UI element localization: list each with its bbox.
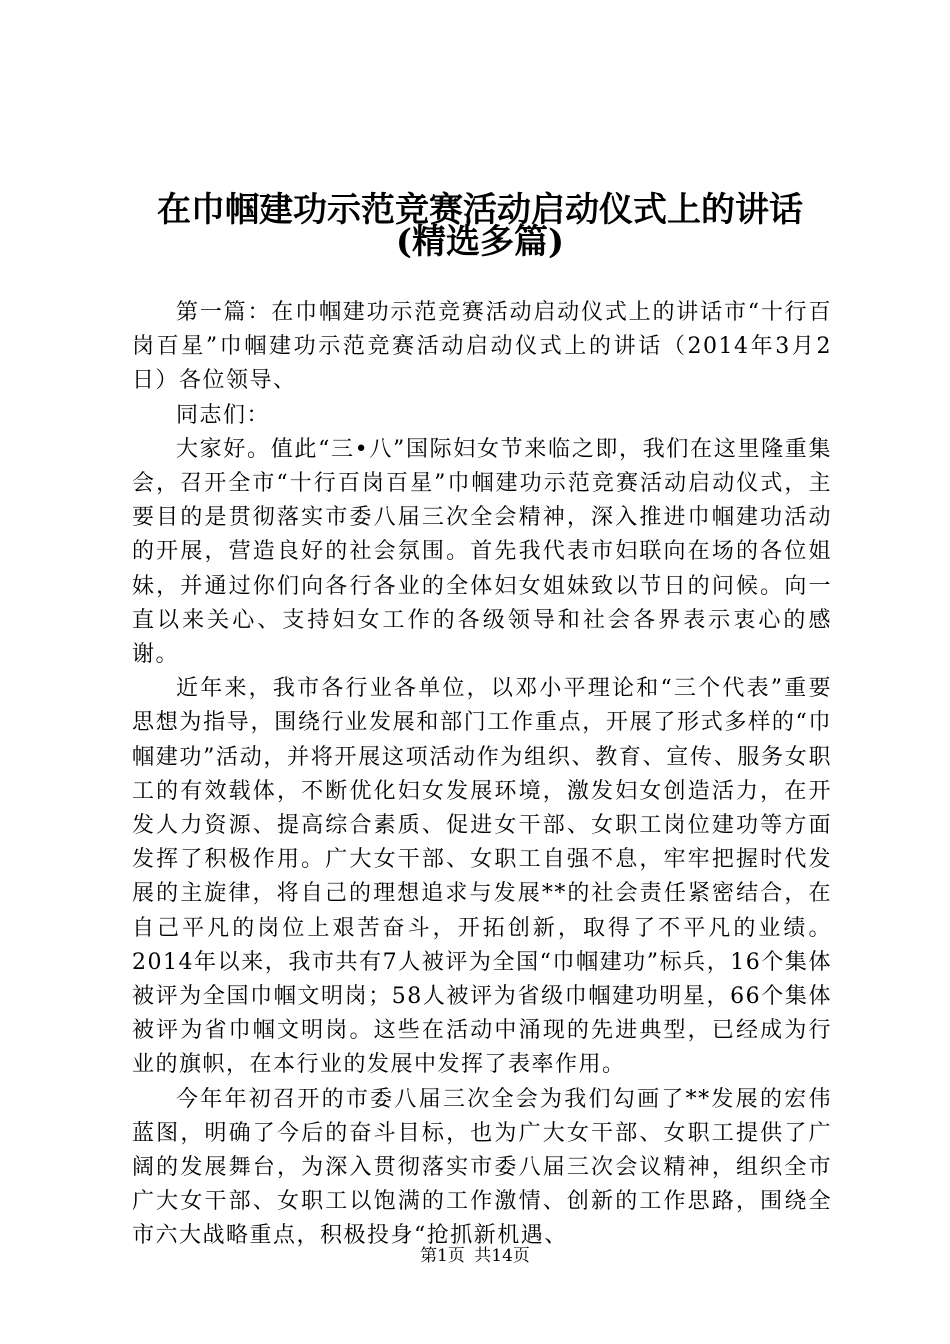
paragraph-salutation: 同志们： xyxy=(176,402,271,428)
document-title: 在巾帼建功示范竞赛活动启动仪式上的讲话 xyxy=(157,190,803,230)
page-number: 第1页 xyxy=(420,1246,465,1266)
page-total: 共14页 xyxy=(474,1246,530,1266)
document-subtitle: (精选多篇) xyxy=(395,222,565,262)
page-footer xyxy=(0,1244,950,1268)
paragraph-achievements: 近年来，我市各行业各单位，以邓小平理论和“三个代表”重要思想为指导，围绕行业发展和部门工作重点，开展了形式多样的“巾帼建功”活动，并将开展这项活动作为组织、教育、宣传、服务女职工的有效载体，不断优化妇女发展环境，激发妇女创造活力，在开发人力资源、提高综合素质、促进女干部、女职工岗位建功等方面发挥了积极作用。广大女干部、女职工自强不息，牢牢把握时代发展的主旋律，将自己的理想追求与发展**的社会责任紧密结合，在自己平凡的岗位上艰苦奋斗，开拓创新，取得了不平凡的业绩。2014年以来，我市共有7人被评为全国“巾帼建功”标兵，16个集体被评为全国巾帼文明岗；58人被评为省级巾帼建功明星，66个集体被评为省巾帼文明岗。这些在活动中涌现的先进典型，已经成为行业的旗帜，在本行业的发展中发挥了表率作用。 xyxy=(132,676,832,1078)
document-body xyxy=(132,296,832,1254)
paragraph-goals: 今年年初召开的市委八届三次全会为我们勾画了**发展的宏伟蓝图，明确了今后的奋斗目标，也为广大女干部、女职工提供了广阔的发展舞台，为深入贯彻落实市委八届三次会议精神，组织全市广大女干部、女职工以饱满的工作激情、创新的工作思路，围绕全市六大战略重点，积极投身“抢抓新机遇、 xyxy=(132,1086,832,1249)
paragraph-greeting: 大家好。值此“三•八”国际妇女节来临之即，我们在这里隆重集会，召开全市“十行百岗百星”巾帼建功示范竞赛活动启动仪式，主要目的是贯彻落实市委八届三次全会精神，深入推进巾帼建功活动的开展，营造良好的社会氛围。首先我代表市妇联向在场的各位姐妹，并通过你们向各行各业的全体妇女姐妹致以节日的问候。向一直以来关心、支持妇女工作的各级领导和社会各界表示衷心的感谢。 xyxy=(132,436,832,668)
paragraph-intro: 第一篇：在巾帼建功示范竞赛活动启动仪式上的讲话市“十行百岗百星”巾帼建功示范竞赛活动启动仪式上的讲话（2014年3月2日）各位领导、 xyxy=(132,300,832,394)
